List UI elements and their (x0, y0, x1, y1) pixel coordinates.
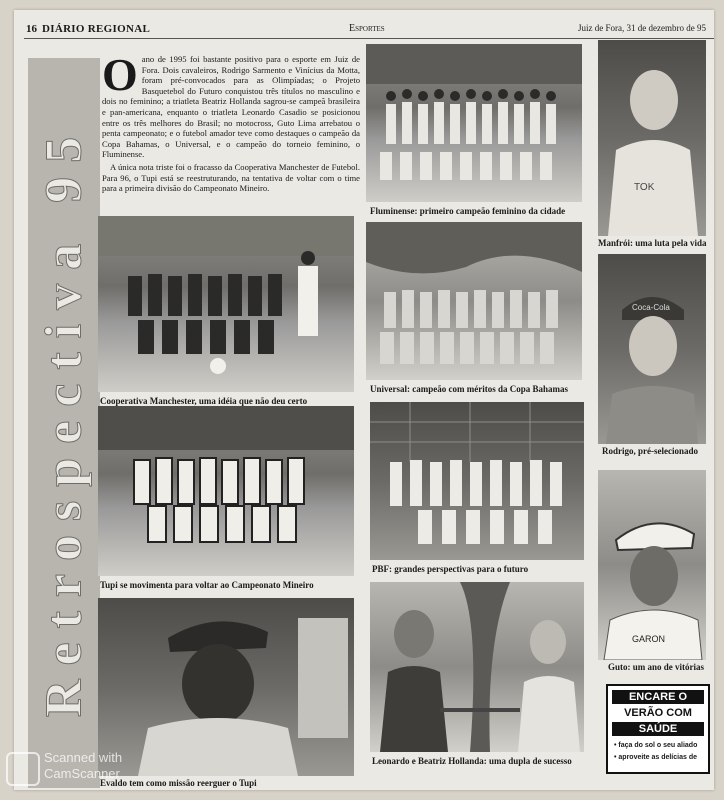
ad-line-3: SAÚDE (612, 722, 704, 736)
watermark-line-1: Scanned with (44, 750, 123, 765)
caption-evaldo: Evaldo tem como missão reerguer o Tupi (100, 778, 257, 788)
ad-item-2: • aproveite as delícias de (614, 754, 697, 761)
svg-text:GARON: GARON (632, 634, 666, 644)
caption-universal: Universal: campeão com méritos da Copa Bahamas (370, 384, 568, 394)
intro-paragraph-2: A única nota triste foi o fracasso da Cooperativa Manchester de Futebol. Para 96, o Tupi está se reestruturando, na tentativa de voltar com o time para a primeira divisão do Campeonato Mineiro. (102, 161, 360, 194)
newspaper-page (14, 10, 714, 790)
caption-tupi: Tupi se movimenta para voltar ao Campeonato Mineiro (100, 580, 314, 590)
summer-health-ad (606, 684, 710, 774)
caption-rodrigo: Rodrigo, pré-selecionado (602, 446, 698, 456)
ad-line-2: VERÃO COM (624, 707, 692, 719)
issue-date: Juiz de Fora, 31 de dezembro de 95 (578, 23, 706, 33)
retrospective-title: Retrospectiva 95 (35, 122, 93, 718)
caption-fluminense: Fluminense: primeiro campeão feminino da cidade (370, 206, 566, 216)
caption-cooperativa: Cooperativa Manchester, uma idéia que não deu certo (100, 396, 308, 406)
tupi-team-photo (98, 406, 354, 576)
scanner-watermark (4, 748, 174, 788)
intro-paragraph-1: ano de 1995 foi bastante positivo para o esporte em Juiz de Fora. Dois cavaleiros, Rodrigo Sarmento e Vinícius da Motta, foram pré-convocados para as Olimpíadas; o Projeto Basquetebol do Futuro conquistou três títulos no masculino e dois no feminino; a triatleta Beatriz Hollanda sagrou-se campeã brasileira e pan-americana, enquanto o triatleta Leonardo Casadio se posicionou entre os três melhores do Brasil; no motocross, Guto Lima arrebatou o penta campeonato; e o futebol amador teve como destaques o campeão da Copa Bahamas, o Universal, e o campeão do torneio feminino, o Fluminense. (102, 54, 360, 160)
cooperativa-team-photo (98, 216, 354, 392)
section-name: Esportes (349, 23, 385, 34)
leonardo-beatriz-photo (370, 582, 584, 752)
rodrigo-portrait-photo (598, 254, 706, 444)
camscanner-icon (6, 752, 40, 786)
pbf-team-photo (370, 402, 584, 560)
svg-text:Coca-Cola: Coca-Cola (632, 303, 670, 312)
fluminense-team-photo (366, 44, 582, 202)
page-header (24, 20, 714, 39)
svg-text:TOK: TOK (634, 182, 655, 193)
universal-team-photo (366, 222, 582, 380)
caption-manfroi: Manfrói: uma luta pela vida (598, 238, 707, 248)
publication-name: DIÁRIO REGIONAL (42, 23, 151, 35)
caption-guto: Guto: um ano de vitórias (608, 662, 705, 672)
intro-article (102, 49, 360, 219)
drop-cap: O (102, 49, 138, 100)
guto-portrait-photo (598, 470, 706, 660)
manfroi-portrait-photo (598, 40, 706, 236)
ad-line-1: ENCARE O (612, 690, 704, 704)
ad-item-1: • faça do sol o seu aliado (614, 742, 698, 749)
page-number: 16 (26, 23, 37, 35)
caption-leonardo-beatriz: Leonardo e Beatriz Hollanda: uma dupla de sucesso (372, 756, 572, 766)
caption-pbf: PBF: grandes perspectivas para o futuro (372, 564, 529, 574)
watermark-line-2: CamScanner (44, 766, 120, 781)
